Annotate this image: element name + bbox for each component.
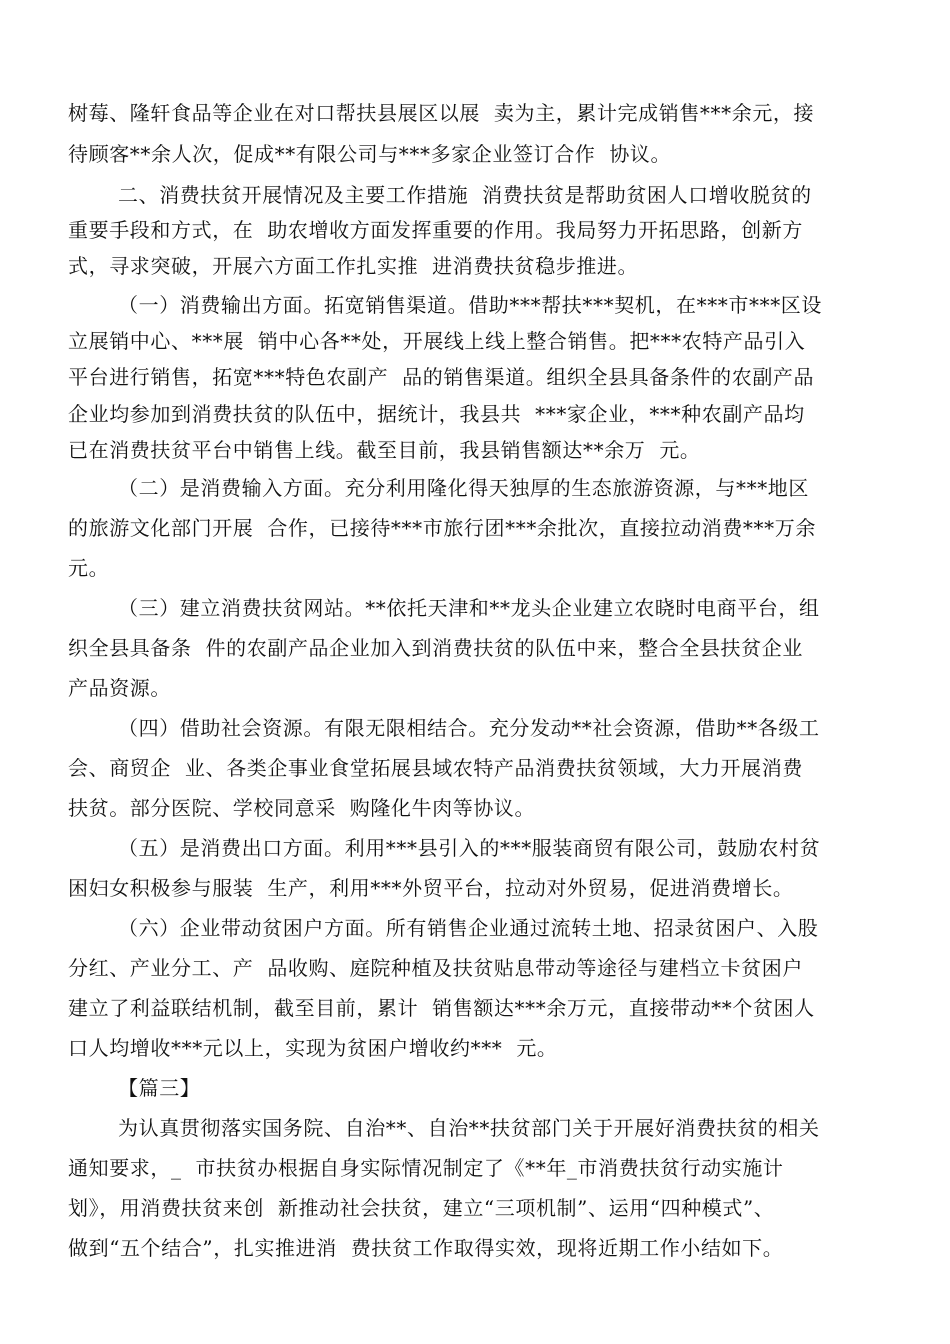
text-line-16: 产品资源。	[68, 676, 171, 700]
text-line-27: 为认真贯彻落实国务院、自治**、自治**扶贫部门关于开展好消费扶贫的相关	[118, 1116, 820, 1140]
text-line-5: 式，寻求突破，开展六方面工作扎实推 进消费扶贫稳步推进。	[68, 254, 639, 278]
text-line-8: 平台进行销售，拓宽***特色农副产 品的销售渠道。组织全县具备条件的农副产品	[68, 365, 815, 389]
text-line-25: 口人均增收***元以上，实现为贫困户增收约*** 元。	[68, 1036, 558, 1060]
text-line-24: 建立了利益联结机制，截至目前，累计 销售额达***余万元，直接带动**个贫困人	[68, 996, 815, 1020]
text-line-7: 立展销中心、***展 销中心各**处，开展线上线上整合销售。把***农特产品引入	[68, 329, 806, 353]
text-line-18: 会、商贸企 业、各类企事业食堂拓展县域农特产品消费扶贫领域，大力开展消费	[68, 756, 803, 780]
text-line-10: 已在消费扶贫平台中销售上线。截至目前，我县销售额达**余万 元。	[68, 438, 701, 462]
text-line-21: 困妇女积极参与服装 生产，利用***外贸平台，拉动对外贸易，促进消费增长。	[68, 876, 794, 900]
text-line-22: （六）企业带动贫困户方面。所有销售企业通过流转土地、招录贫困户、入股	[118, 916, 819, 940]
text-line-17: （四）借助社会资源。有限无限相结合。充分发动**社会资源，借助**各级工	[118, 716, 820, 740]
text-line-20: （五）是消费出口方面。利用***县引入的***服装商贸有限公司，鼓励农村贫	[118, 836, 821, 860]
text-line-28: 通知要求，_ 市扶贫办根据自身实际情况制定了《**年_市消费扶贫行动实施计	[68, 1156, 784, 1180]
text-line-23: 分红、产业分工、产 品收购、庭院种植及扶贫贴息带动等途径与建档立卡贫困户	[68, 956, 803, 980]
text-line-4: 重要手段和方式，在 助农增收方面发挥重要的作用。我局努力开拓思路，创新方	[68, 218, 803, 242]
text-line-3: 二、消费扶贫开展情况及主要工作措施 消费扶贫是帮助贫困人口增收脱贫的	[118, 183, 812, 207]
text-line-11: （二）是消费输入方面。充分利用隆化得天独厚的生态旅游资源，与***地区	[118, 476, 809, 500]
text-line-13: 元。	[68, 556, 110, 580]
text-line-30: 做到“五个结合”，扎实推进消 费扶贫工作取得实效，现将近期工作小结如下。	[68, 1236, 784, 1260]
text-line-9: 企业均参加到消费扶贫的队伍中，据统计，我县共 ***家企业，***种农副产品均	[68, 402, 805, 426]
text-line-1: 树莓、隆轩食品等企业在对口帮扶县展区以展 卖为主，累计完成销售***余元，接	[68, 101, 815, 125]
text-line-15: 织全县具备条 件的农副产品企业加入到消费扶贫的队伍中来，整合全县扶贫企业	[68, 636, 803, 660]
text-line-6: （一）消费输出方面。拓宽销售渠道。借助***帮扶***契机，在***市***区设	[118, 293, 822, 317]
text-line-19: 扶贫。部分医院、学校同意采 购隆化牛肉等协议。	[68, 796, 536, 820]
text-line-29: 划》，用消费扶贫来创 新推动社会扶贫，建立“三项机制”、运用“四种模式”、	[68, 1196, 775, 1220]
text-line-14: （三）建立消费扶贫网站。**依托天津和**龙头企业建立农晓时电商平台，组	[118, 596, 820, 620]
text-line-12: 的旅游文化部门开展 合作，已接待***市旅行团***余批次，直接拉动消费***万余	[68, 516, 816, 540]
text-line-2: 待顾客**余人次，促成**有限公司与***多家企业签订合作 协议。	[68, 142, 672, 166]
section-heading: 【篇三】	[118, 1076, 201, 1100]
